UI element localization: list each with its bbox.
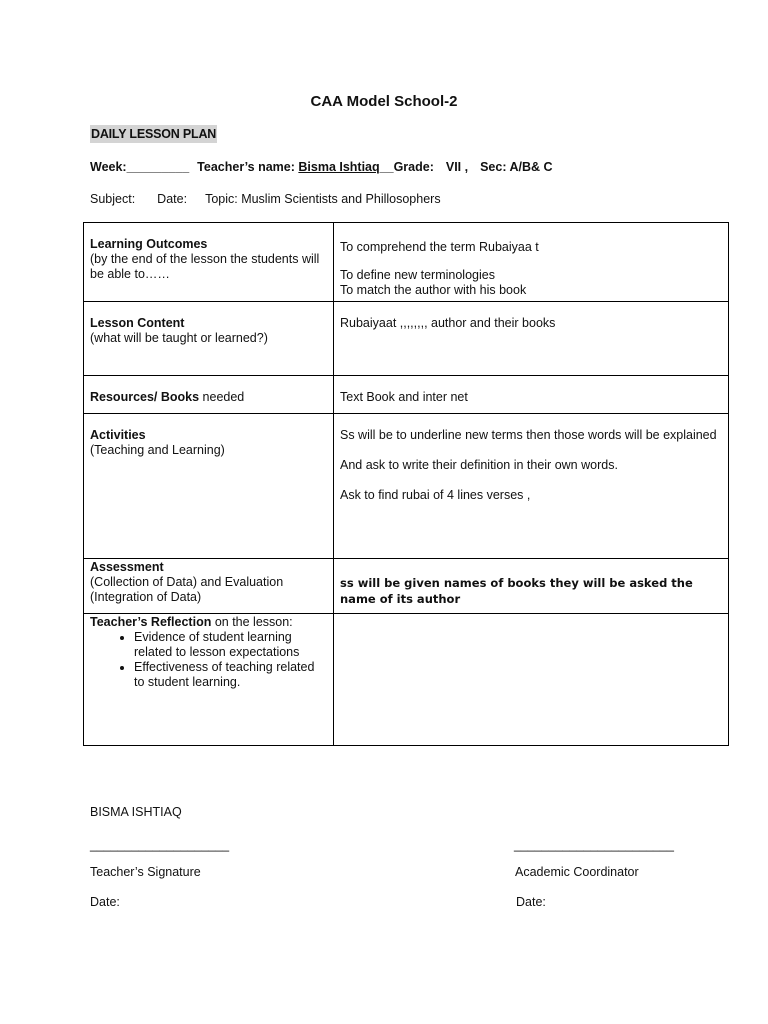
- resources-value: Text Book and inter net: [340, 390, 468, 404]
- coordinator-signature-line: _______________________: [514, 838, 674, 852]
- subject-row: [90, 192, 441, 206]
- date-label: Date:: [157, 192, 188, 206]
- daily-lesson-plan-label: DAILY LESSON PLAN: [91, 127, 217, 141]
- assessment-title: Assessment: [90, 560, 164, 574]
- section-label: Sec: A/B& C: [480, 160, 553, 174]
- row-assessment: [84, 559, 729, 614]
- row-resources: [84, 376, 729, 414]
- resources-title: Resources/ Books: [90, 390, 200, 404]
- school-title: CAA Model School-2: [310, 93, 458, 110]
- topic-label: Topic: Muslim Scientists and Phillosophers: [205, 192, 441, 206]
- row-reflection: [84, 614, 729, 746]
- activities-title: Activities: [90, 428, 146, 442]
- reflection-title-rest: on the lesson:: [211, 615, 293, 629]
- subject-label: Subject:: [90, 192, 136, 206]
- assessment-value: ss will be given names of books they will be asked the name of its author: [340, 576, 693, 606]
- resources-title-rest: needed: [199, 390, 245, 404]
- date-left-label: Date:: [90, 895, 120, 909]
- learning-outcomes-sub: (by the end of the lesson the students will be able to……: [90, 252, 320, 281]
- grade-value: VII ,: [445, 160, 469, 174]
- row-lesson-content: [84, 302, 729, 376]
- outcome-line: To match the author with his book: [340, 283, 527, 297]
- date-right-label: Date:: [516, 895, 546, 909]
- meta-row: [90, 160, 553, 174]
- activities-sub: (Teaching and Learning): [90, 443, 225, 457]
- assessment-sub: (Collection of Data) and Evaluation: [90, 575, 284, 589]
- row-activities: [84, 414, 729, 559]
- teacher-signature-line: ____________________: [90, 838, 230, 852]
- assessment-sub: (Integration of Data): [90, 590, 202, 604]
- lesson-content-sub: (what will be taught or learned?): [90, 331, 268, 345]
- teacher-label: Teacher’s name:: [197, 160, 299, 174]
- lesson-content-title: Lesson Content: [90, 316, 185, 330]
- lesson-content-value: Rubaiyaat ,,,,,,,, author and their books: [340, 316, 556, 330]
- teacher-blank: __: [379, 160, 394, 174]
- outcome-line: To comprehend the term Rubaiyaa t: [340, 240, 539, 254]
- week-label: Week:: [90, 160, 127, 174]
- week-blank: _________: [126, 160, 190, 174]
- grade-label: Grade:: [393, 160, 434, 174]
- activity-line: Ask to find rubai of 4 lines verses ,: [340, 488, 531, 502]
- reflection-list: [90, 630, 327, 690]
- teacher-name-footer: BISMA ISHTIAQ: [90, 805, 182, 819]
- teacher-signature-label: Teacher’s Signature: [90, 865, 201, 879]
- lesson-plan-table: [83, 222, 729, 746]
- reflection-bullet: • Effectiveness of teaching related to student learning.: [134, 660, 327, 690]
- learning-outcomes-title: Learning Outcomes: [90, 237, 208, 251]
- reflection-bullet: • Evidence of student learning related to lesson expectations: [134, 630, 327, 660]
- outcome-line: To define new terminologies: [340, 268, 495, 282]
- activity-line: Ss will be to underline new terms then those words will be explained: [340, 428, 717, 442]
- teacher-name: Bisma Ishtiaq: [298, 160, 380, 174]
- activity-line: And ask to write their definition in their own words.: [340, 458, 618, 472]
- reflection-title: Teacher’s Reflection: [90, 615, 212, 629]
- academic-coordinator-label: Academic Coordinator: [515, 865, 639, 879]
- row-learning-outcomes: [84, 223, 729, 302]
